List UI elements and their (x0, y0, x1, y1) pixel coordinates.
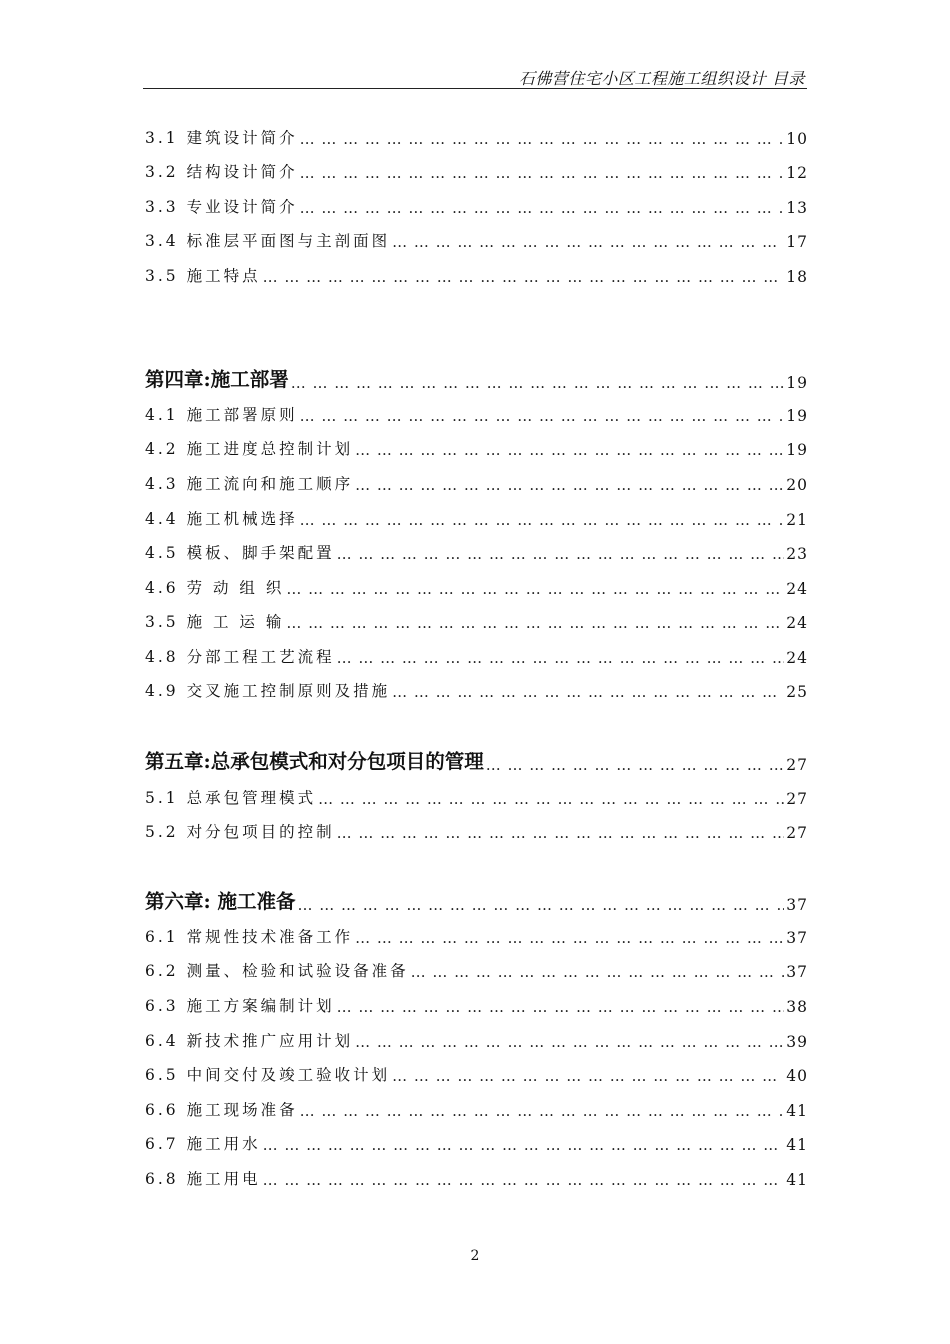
toc-entry-label: 4.3 施工流向和施工顺序 (145, 475, 354, 493)
dot-leader (486, 756, 785, 774)
toc-entry-label: 6.6 施工现场准备 (145, 1101, 298, 1119)
toc-page-number: 27 (786, 790, 808, 808)
dot-leader (355, 441, 784, 459)
toc-entry[interactable] (145, 1098, 808, 1120)
toc-entry-label: 6.7 施工用水 (145, 1135, 261, 1153)
toc-entry-label: 3.5 施工特点 (145, 267, 261, 285)
toc-entry[interactable] (145, 1029, 808, 1051)
toc-page-number: 24 (786, 614, 808, 632)
toc-entry-label: 6.5 中间交付及竣工验收计划 (145, 1066, 391, 1084)
dot-leader (263, 1136, 785, 1154)
toc-entry[interactable] (145, 126, 808, 148)
toc-entry-label: 4.6 劳 动 组 织 (145, 579, 285, 597)
toc-entry[interactable] (145, 610, 808, 632)
toc-entry-label: 4.4 施工机械选择 (145, 510, 298, 528)
toc-page-number: 13 (786, 199, 808, 217)
toc-page-number: 37 (786, 929, 808, 947)
toc-page-number: 40 (786, 1067, 808, 1085)
toc-page-number: 23 (786, 545, 808, 563)
dot-leader (355, 1033, 784, 1051)
toc-entry[interactable] (145, 645, 808, 667)
toc-page-number: 39 (786, 1033, 808, 1051)
dot-leader (298, 896, 785, 914)
header-title: 石佛营住宅小区工程施工组织设计 目录 (518, 69, 805, 88)
toc-entry-label: 3.3 专业设计简介 (145, 198, 298, 216)
dot-leader (286, 580, 784, 598)
toc-page-number: 10 (786, 130, 808, 148)
dot-leader (392, 683, 784, 701)
dot-leader (300, 1102, 785, 1120)
toc-entry-label: 6.2 测量、检验和试验设备准备 (145, 962, 409, 980)
toc-page-number: 38 (786, 998, 808, 1016)
dot-leader (300, 199, 785, 217)
dot-leader (355, 476, 784, 494)
toc-page-number: 12 (786, 164, 808, 182)
toc-entry[interactable] (145, 437, 808, 459)
toc-page-number: 37 (786, 896, 808, 914)
toc-page-number: 24 (786, 649, 808, 667)
toc-entry-label: 6.3 施工方案编制计划 (145, 997, 335, 1015)
dot-leader (300, 511, 785, 529)
toc-entry[interactable] (145, 1063, 808, 1085)
toc-chapter-label: 第四章:施工部署 (145, 368, 289, 391)
toc-entry-label: 4.8 分部工程工艺流程 (145, 648, 335, 666)
toc-entry[interactable] (145, 541, 808, 563)
toc-page-number: 27 (786, 756, 808, 774)
toc-entry-label: 4.2 施工进度总控制计划 (145, 440, 354, 458)
toc-page-number: 41 (786, 1136, 808, 1154)
toc-page-number: 21 (786, 511, 808, 529)
toc-entry[interactable] (145, 959, 808, 981)
toc-page-number: 19 (786, 407, 808, 425)
toc-entry[interactable] (145, 1132, 808, 1154)
toc-entry-label: 6.4 新技术推广应用计划 (145, 1032, 354, 1050)
toc-entry[interactable] (145, 786, 808, 808)
toc-entry[interactable] (145, 925, 808, 947)
toc-entry[interactable] (145, 994, 808, 1016)
dot-leader (263, 1171, 785, 1189)
toc-entry-label: 3.2 结构设计简介 (145, 163, 298, 181)
toc-entry-label: 3.5 施 工 运 输 (145, 613, 285, 631)
toc-chapter[interactable] (145, 364, 808, 392)
page-footer (0, 1248, 950, 1264)
dot-leader (300, 407, 785, 425)
toc-page-number: 24 (786, 580, 808, 598)
toc-page-number: 27 (786, 824, 808, 842)
dot-leader (291, 374, 785, 392)
toc-chapter[interactable] (145, 886, 808, 914)
toc-page-number: 37 (786, 963, 808, 981)
toc-entry[interactable] (145, 403, 808, 425)
dot-leader (337, 824, 785, 842)
page-header (143, 62, 807, 89)
toc-page-number: 41 (786, 1102, 808, 1120)
toc-entry[interactable] (145, 195, 808, 217)
toc-entry-label: 3.1 建筑设计简介 (145, 129, 298, 147)
toc-entry[interactable] (145, 160, 808, 182)
toc-page-number: 25 (786, 683, 808, 701)
toc-entry-label: 3.4 标准层平面图与主剖面图 (145, 232, 391, 250)
toc-entry-label: 4.9 交叉施工控制原则及措施 (145, 682, 391, 700)
dot-leader (337, 998, 785, 1016)
toc-entry-label: 5.1 总承包管理模式 (145, 789, 317, 807)
dot-leader (300, 130, 785, 148)
dot-leader (392, 233, 784, 251)
toc-page-number: 19 (786, 441, 808, 459)
dot-leader (337, 545, 785, 563)
toc-entry[interactable] (145, 820, 808, 842)
toc-entry[interactable] (145, 229, 808, 251)
toc-page-number: 19 (786, 374, 808, 392)
toc-page-number: 18 (786, 268, 808, 286)
dot-leader (392, 1067, 784, 1085)
dot-leader (337, 649, 785, 667)
toc-entry-label: 6.1 常规性技术准备工作 (145, 928, 354, 946)
toc-entry[interactable] (145, 679, 808, 701)
page-number: 2 (470, 1248, 480, 1264)
dot-leader (286, 614, 784, 632)
dot-leader (263, 268, 785, 286)
toc-page-number: 41 (786, 1171, 808, 1189)
toc-entry-label: 4.1 施工部署原则 (145, 406, 298, 424)
toc-chapter-label: 第五章:总承包模式和对分包项目的管理 (145, 750, 484, 773)
dot-leader (318, 790, 784, 808)
toc-entry[interactable] (145, 264, 808, 286)
toc-entry[interactable] (145, 472, 808, 494)
toc-entry[interactable] (145, 1167, 808, 1189)
toc-chapter-label: 第六章: 施工准备 (145, 890, 296, 913)
dot-leader (300, 164, 785, 182)
toc-page-number: 20 (786, 476, 808, 494)
toc-page-number: 17 (786, 233, 808, 251)
toc-entry-label: 5.2 对分包项目的控制 (145, 823, 335, 841)
toc-entry[interactable] (145, 507, 808, 529)
toc-entry-label: 4.5 模板、脚手架配置 (145, 544, 335, 562)
dot-leader (411, 963, 785, 981)
toc-chapter[interactable] (145, 746, 808, 774)
dot-leader (355, 929, 784, 947)
toc-entry[interactable] (145, 576, 808, 598)
toc-entry-label: 6.8 施工用电 (145, 1170, 261, 1188)
